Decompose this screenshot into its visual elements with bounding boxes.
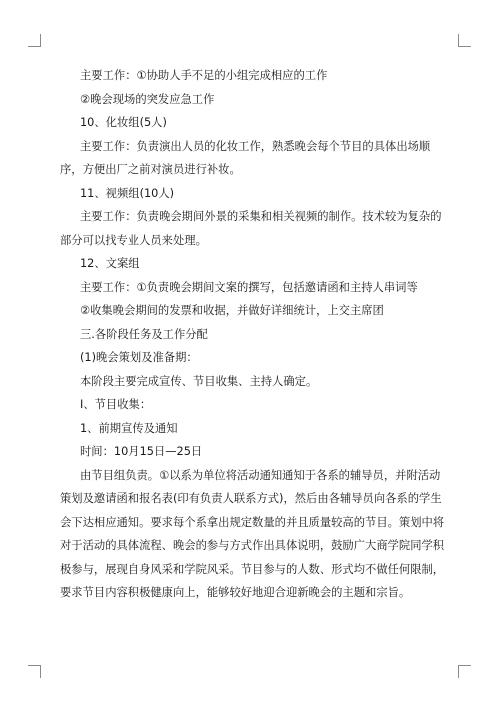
paragraph: ②收集晚会期间的发票和收据，并做好详细统计，上交主席团 [80, 304, 384, 317]
heading: 1、前期宣传及通知 [80, 421, 178, 435]
paragraph: 由节目组负责。①以系为单位将活动通知通知于各系的辅导员，并附活动策划及邀请函和报名表(印有负责人联系方式)，然后由各辅导员向各系的学生会下达相应通知。要求每个系拿出规定数量的并且质量较高的节目。策划中将对于活动的具体流程、晚会的参与方式作出具体说明，鼓励广大商学院同学积极参与，展现自身风采和学院风采。节目参与的人数、形式均不做任何限制，要求节目内容积极健康向上，能够较好地迎合迎新晚会的主题和宗旨。 [60, 468, 445, 599]
paragraph: 本阶段主要完成宣传、节目收集、主持人确定。 [80, 374, 318, 388]
paragraph: 主要工作：①协助人手不足的小组完成相应的工作 [80, 69, 328, 82]
paragraph: ②晚会现场的突发应急工作 [80, 92, 215, 106]
crop-mark-bottom-left [28, 665, 41, 678]
heading: (1)晚会策划及准备期： [80, 351, 198, 364]
crop-mark-top-left [28, 34, 41, 47]
crop-mark-bottom-right [458, 665, 471, 678]
heading: 12、文案组 [80, 257, 140, 270]
paragraph: 主要工作：负责晚会期间外景的采集和相关视频的制作。技术较为复杂的部分可以找专业人员来处理。 [60, 210, 442, 247]
crop-mark-top-right [458, 34, 471, 47]
paragraph: 主要工作：负责演出人员的化妆工作，熟悉晚会每个节目的具体出场顺序，方便出厂之前对演员进行补妆。 [60, 139, 431, 176]
heading: 10、化妆组(5人) [80, 116, 167, 129]
document-body [60, 64, 445, 605]
heading: I、节目收集： [80, 398, 152, 411]
paragraph: 时间：10月15日—25日 [80, 445, 203, 458]
heading: 11、视频组(10人) [80, 186, 175, 200]
paragraph: 主要工作：①负责晚会期间文案的撰写，包括邀请函和主持人串词等 [80, 280, 418, 294]
section-heading: 三.各阶段任务及工作分配 [80, 327, 208, 341]
